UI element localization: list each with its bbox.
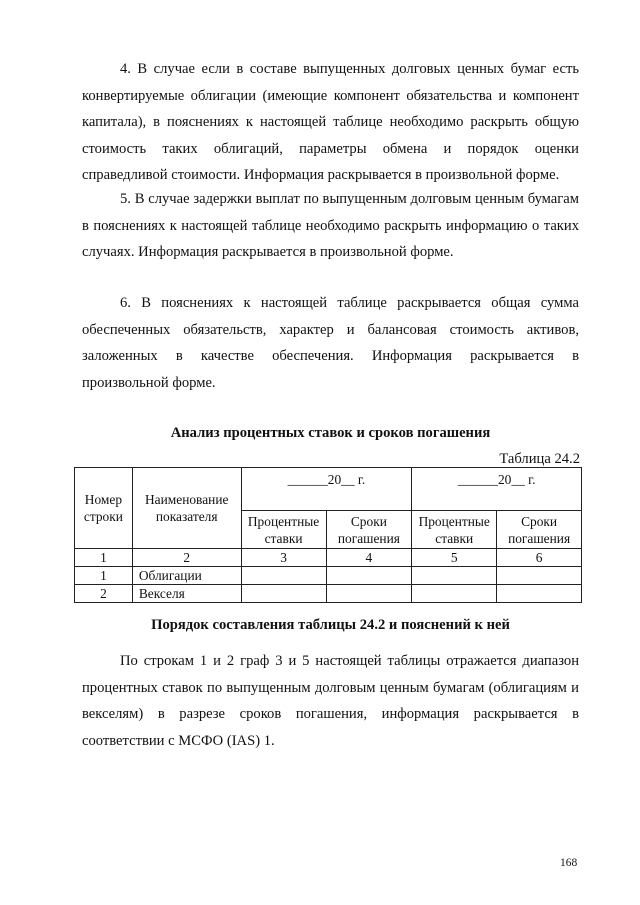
paragraph-4-text: 4. В случае если в составе выпущенных долговых ценных бумаг есть конвертируемые облигации (имеющие компонент обязательства и компонент капитала), в пояснениях к настоящей таблице необходимо раскрыть общую стоимость таких облигаций, параметры обмена и порядок оценки справедливой стоимости. Информация раскрывается в произвольной форме. [82, 61, 579, 183]
column-number: 5 [412, 549, 497, 567]
page-number: 168 [560, 857, 578, 869]
column-number: 2 [132, 549, 241, 567]
order-heading: Порядок составления таблицы 24.2 и пояснений к ней [151, 617, 510, 633]
row-name: Облигации [132, 567, 241, 585]
column-number-row [75, 549, 582, 567]
paragraph-5-text: 5. В случае задержки выплат по выпущенным долговым ценным бумагам в пояснениях к настоящей таблице необходимо раскрыть информацию о таких случаях. Информация раскрывается в произвольной форме. [82, 191, 579, 260]
table-number: Таблица 24.2 [499, 451, 580, 467]
paragraph-6-text: 6. В пояснениях к настоящей таблице раскрывается общая сумма обеспеченных обязательств, характер и балансовая стоимость активов, заложенных в качестве обеспечения. Информация раскрывается в произвольной форме. [82, 295, 579, 391]
paragraph-5 [82, 186, 579, 266]
row-number: 2 [75, 585, 133, 603]
table-header-row-1 [75, 468, 582, 511]
table-cell [497, 585, 582, 603]
period-header-1: ______20__ г. [241, 468, 412, 511]
header-terms-2: Сроки погашения [497, 511, 582, 549]
paragraph-4 [82, 56, 579, 189]
table-row [75, 567, 582, 585]
column-number: 3 [241, 549, 326, 567]
header-row-number: Номер строки [75, 468, 133, 549]
table-cell [241, 567, 326, 585]
column-number: 6 [497, 549, 582, 567]
period-header-2: ______20__ г. [412, 468, 582, 511]
table-cell [412, 567, 497, 585]
table-row [75, 585, 582, 603]
header-rates-2: Процентные ставки [412, 511, 497, 549]
row-name: Векселя [132, 585, 241, 603]
column-number: 4 [326, 549, 412, 567]
paragraph-6 [82, 290, 579, 396]
table-cell [326, 567, 412, 585]
table-cell [412, 585, 497, 603]
table-cell [241, 585, 326, 603]
table-title: Анализ процентных ставок и сроков погашения [170, 425, 491, 441]
table-cell [497, 567, 582, 585]
bottom-paragraph-text: По строкам 1 и 2 граф 3 и 5 настоящей таблицы отражается диапазон процентных ставок по выпущенным долговым ценным бумагам (облигациям и векселям) в разрезе сроков погашения, информация раскрывается в соответствии с МСФО (IAS) 1. [82, 653, 579, 749]
header-rates-1: Процентные ставки [241, 511, 326, 549]
bottom-paragraph [82, 648, 579, 754]
rates-table [74, 467, 582, 603]
header-indicator: Наименование показателя [132, 468, 241, 549]
table-cell [326, 585, 412, 603]
header-terms-1: Сроки погашения [326, 511, 412, 549]
row-number: 1 [75, 567, 133, 585]
column-number: 1 [75, 549, 133, 567]
